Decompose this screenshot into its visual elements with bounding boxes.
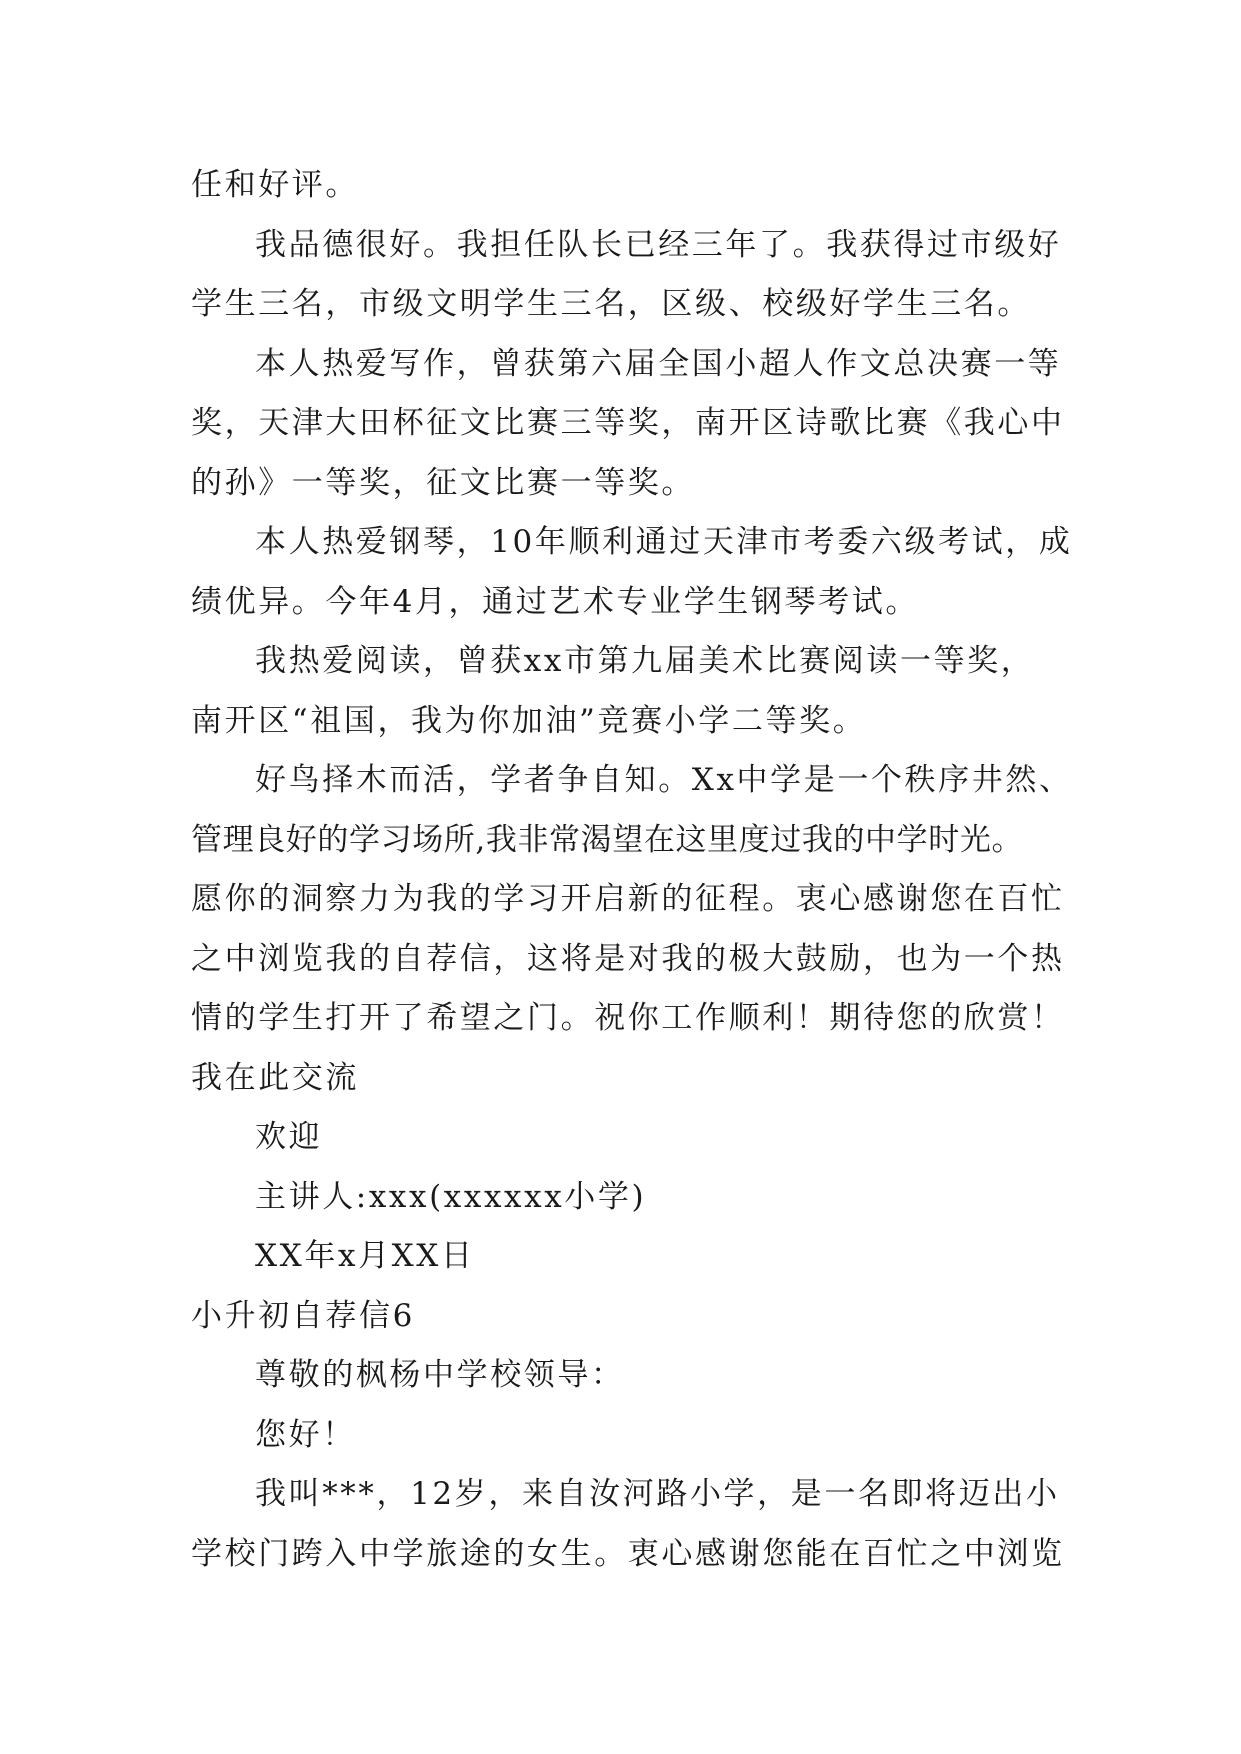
text-line: 我叫***，12岁，来自汝河路小学，是一名即将迈出小: [255, 1476, 1060, 1512]
text-line: 情的学生打开了希望之门。祝你工作顺利！期待您的欣赏！: [191, 1000, 1065, 1036]
text-line: 我在此交流: [191, 1059, 359, 1096]
text-line: XX年x月XX日: [255, 1238, 475, 1274]
text-line: 主讲人:xxx(xxxxxx小学): [255, 1178, 647, 1215]
text-line: 学校门跨入中学旅途的女生。衷心感谢您能在百忙之中浏览: [191, 1535, 1065, 1572]
text-line: 学生三名，市级文明学生三名，区级、校级好学生三名。: [191, 286, 1031, 322]
text-line: 欢迎: [255, 1119, 323, 1155]
text-line: 之中浏览我的自荐信，这将是对我的极大鼓励，也为一个热: [191, 940, 1065, 977]
text-line: 任和好评。: [191, 167, 359, 203]
text-line: 本人热爱写作，曾获第六届全国小超人作文总决赛一等: [255, 345, 1062, 382]
section-heading: 小升初自荐信6: [191, 1297, 415, 1334]
salutation: 尊敬的枫杨中学校领导：: [255, 1357, 625, 1393]
text-line: 管理良好的学习场所,我非常渴望在这里度过我的中学时光。: [191, 821, 1024, 858]
text-line: 我热爱阅读，曾获xx市第九届美术比赛阅读一等奖，: [255, 643, 1035, 679]
text-line: 愿你的洞察力为我的学习开启新的征程。衷心感谢您在百忙: [191, 881, 1065, 917]
document-body: [191, 156, 1071, 1584]
text-line: 好鸟择木而活，学者争自知。Xx中学是一个秩序井然、: [255, 762, 1073, 798]
text-line: 绩优异。今年4月，通过艺术专业学生钢琴考试。: [191, 583, 919, 620]
text-line: 我品德很好。我担任队长已经三年了。我获得过市级好: [255, 226, 1062, 263]
text-line: 南开区“祖国，我为你加油”竞赛小学二等奖。: [191, 702, 867, 739]
text-line: 奖，天津大田杯征文比赛三等奖，南开区诗歌比赛《我心中: [191, 405, 1065, 441]
text-line: 的孙》一等奖，征文比赛一等奖。: [191, 464, 695, 501]
text-line: 本人热爱钢琴，10年顺利通过天津市考委六级考试，成: [255, 524, 1073, 560]
greeting: 您好！: [255, 1416, 356, 1453]
